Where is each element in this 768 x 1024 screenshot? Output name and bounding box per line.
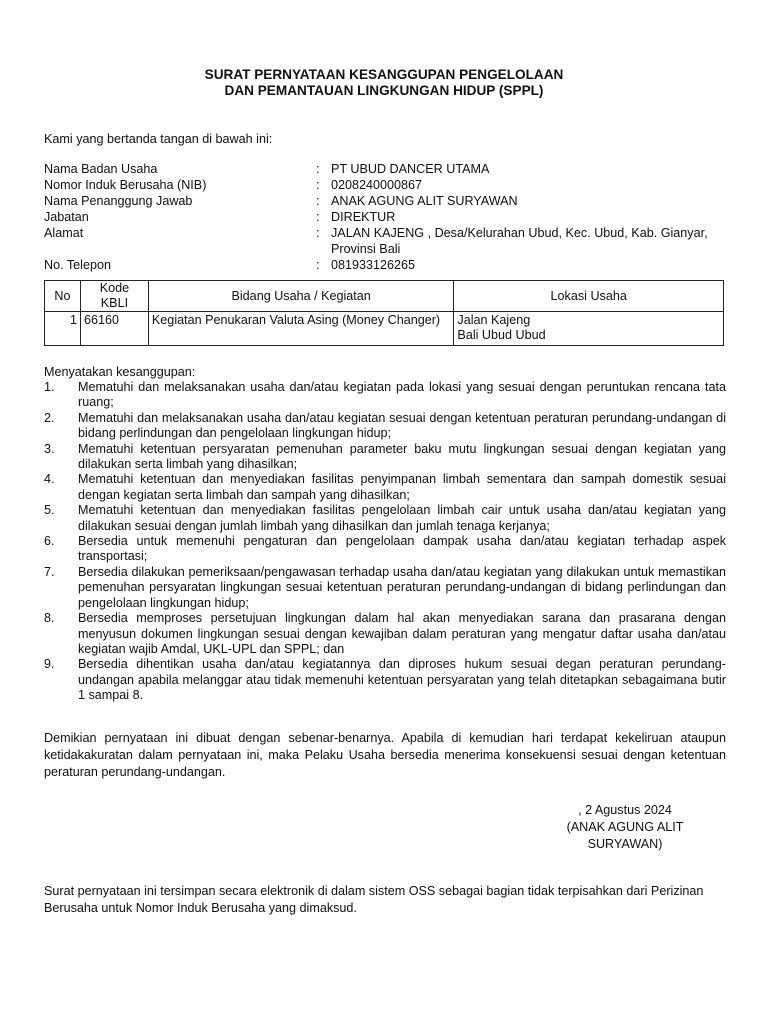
- list-item-number: 9.: [44, 657, 55, 672]
- list-item: [44, 611, 726, 657]
- list-item-number: 4.: [44, 472, 55, 487]
- identity-value: 0208240000867: [331, 178, 423, 192]
- list-item-text: Bersedia untuk memenuhi pengaturan dan pengelolaan dampak usaha dan/atau kegiatan terhadap aspek transportasi;: [78, 534, 726, 564]
- identity-colon: :: [316, 178, 320, 192]
- list-item: [44, 657, 726, 703]
- identity-label: Nama Badan Usaha: [44, 162, 158, 176]
- intro-text: Kami yang bertanda tangan di bawah ini:: [44, 132, 273, 146]
- list-item: [44, 565, 726, 611]
- list-item: [44, 411, 726, 442]
- title-line-2: DAN PEMANTAUAN LINGKUNGAN HIDUP (SPPL): [224, 83, 544, 98]
- kbli-cell-kode: 66160: [80, 312, 148, 346]
- list-item-number: 7.: [44, 564, 55, 579]
- statement-list: [44, 380, 726, 704]
- list-item-number: 6.: [44, 534, 55, 549]
- kbli-header-kode-line1: Kode: [99, 281, 130, 295]
- identity-label: Jabatan: [44, 210, 89, 224]
- identity-label: Nama Penanggung Jawab: [44, 194, 193, 208]
- footer-note: Surat pernyataan ini tersimpan secara elektronik di dalam sistem OSS sebagai bagian tidak terpisahkan dari Perizinan Berusaha untuk Nomor Induk Berusaha yang dimaksud.: [44, 884, 704, 915]
- kbli-cell-no: 1: [45, 312, 81, 346]
- identity-value: JALAN KAJENG , Desa/Kelurahan Ubud, Kec. Ubud, Kab. Gianyar, Provinsi Bali: [331, 226, 708, 256]
- list-item-text: Mematuhi dan melaksanakan usaha dan/atau kegiatan sesuai dengan ketentuan peraturan perundang-undangan di bidang perlindungan dan pengelolaan lingkungan hidup;: [78, 410, 726, 441]
- kbli-header-row: [45, 281, 724, 312]
- identity-label: No. Telepon: [44, 258, 111, 272]
- identity-row-phone: [44, 257, 724, 273]
- identity-colon: :: [316, 210, 320, 224]
- identity-value: ANAK AGUNG ALIT SURYAWAN: [331, 194, 518, 208]
- identity-value: PT UBUD DANCER UTAMA: [331, 162, 490, 176]
- identity-label: Alamat: [44, 226, 84, 240]
- identity-value: 081933126265: [331, 258, 416, 272]
- identity-colon: :: [316, 162, 320, 176]
- kbli-cell-lokasi-line2: Bali Ubud Ubud: [457, 328, 546, 342]
- kbli-header-kode: [80, 281, 148, 312]
- identity-colon: :: [316, 226, 320, 240]
- table-row: [45, 312, 724, 346]
- identity-row-nib: [44, 177, 724, 193]
- list-item-number: 1.: [44, 380, 55, 394]
- signature-date: , 2 Agustus 2024: [578, 803, 672, 817]
- list-item-text: Mematuhi dan melaksanakan usaha dan/atau kegiatan pada lokasi yang sesuai dengan peruntukan rencana tata ruang;: [78, 380, 726, 410]
- identity-colon: :: [316, 258, 320, 272]
- kbli-header-no: No: [45, 281, 81, 312]
- list-item: [44, 534, 726, 565]
- list-item: [44, 503, 726, 534]
- list-item-text: Bersedia dihentikan usaha dan/atau kegiatannya dan diproses hukum sesuai degan peraturan perundang-undangan apabila melanggar atau tidak memenuhi ketentuan persyaratan yang telah ditetapkan sebagaimana butir 1 sampai 8.: [78, 657, 726, 703]
- kbli-header-bidang: Bidang Usaha / Kegiatan: [148, 281, 454, 312]
- list-item-number: 5.: [44, 503, 55, 518]
- title-line-1: SURAT PERNYATAAN KESANGGUPAN PENGELOLAAN: [204, 67, 564, 82]
- identity-label: Nomor Induk Berusaha (NIB): [44, 178, 207, 192]
- identity-row-responsible: [44, 193, 724, 209]
- list-item-number: 8.: [44, 611, 55, 626]
- signature-name-line1: (ANAK AGUNG ALIT: [566, 820, 684, 834]
- kbli-header-kode-line2: KBLI: [100, 296, 129, 310]
- list-item: [44, 380, 726, 411]
- list-item: [44, 472, 726, 503]
- closing-paragraph: Demikian pernyataan ini dibuat dengan sebenar-benarnya. Apabila di kemudian hari terdapat kekeliruan ataupun ketidakakuratan dalam pernyataan ini, maka Pelaku Usaha bersedia menerima konsekuensi sesuai dengan ketentuan peraturan perundang-undangan.: [44, 731, 726, 779]
- identity-value: DIREKTUR: [331, 210, 396, 224]
- identity-colon: :: [316, 194, 320, 208]
- identity-section: [44, 161, 724, 273]
- identity-row-company: [44, 161, 724, 177]
- list-item-text: Mematuhi ketentuan dan menyediakan fasilitas penyimpanan limbah sementara dan sampah domestik sesuai dengan kegiatan serta limbah dan sampah yang dihasilkan;: [78, 472, 726, 502]
- kbli-cell-bidang: Kegiatan Penukaran Valuta Asing (Money Changer): [148, 312, 454, 346]
- signature-name-line2: SURYAWAN): [587, 837, 663, 851]
- kbli-table: [44, 280, 724, 346]
- statement-heading: Menyatakan kesanggupan:: [44, 365, 196, 379]
- list-item-text: Mematuhi ketentuan persyaratan pemenuhan parameter baku mutu lingkungan sesuai dengan kegiatan yang dilakukan serta limbah yang dihasilkan;: [78, 441, 726, 472]
- identity-row-address: [44, 225, 724, 257]
- document-title: [0, 67, 768, 99]
- list-item: [44, 442, 726, 473]
- list-item-number: 3.: [44, 441, 55, 456]
- list-item-text: Mematuhi ketentuan dan menyediakan fasilitas pengelolaan limbah cair untuk usaha dan/atau kegiatan yang dilakukan sesuai dengan jumlah limbah yang dihasilkan dan jumlah tenaga kerjanya;: [78, 503, 726, 533]
- kbli-header-lokasi: Lokasi Usaha: [454, 281, 724, 312]
- list-item-number: 2.: [44, 410, 55, 425]
- signature-block: [540, 802, 710, 853]
- kbli-cell-lokasi: [454, 312, 724, 346]
- kbli-cell-lokasi-line1: Jalan Kajeng: [457, 313, 531, 327]
- list-item-text: Bersedia dilakukan pemeriksaan/pengawasan terhadap usaha dan/atau kegiatan yang dilakukan untuk memastikan pemenuhan persyaratan lingkungan sesuai ketentuan peraturan perundang-undangan di bidang perlindungan dan pengelolaan lingkungan hidup;: [78, 564, 726, 610]
- identity-row-position: [44, 209, 724, 225]
- list-item-text: Bersedia memproses persetujuan lingkungan dalam hal akan menyediakan sarana dan prasarana dengan menyusun dokumen lingkungan sesuai dengan kewajiban dalam peraturan yang mengatur daftar usaha dan/atau kegiatan wajib Amdal, UKL-UPL dan SPPL; dan: [78, 611, 726, 656]
